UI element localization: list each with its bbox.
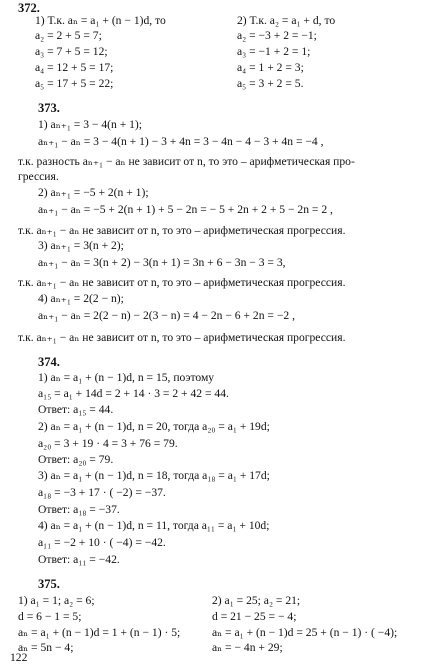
p373-line: 4) aₙ₊₁ = 2(2 − n);	[38, 292, 124, 305]
page-number: 122	[10, 651, 28, 664]
p374-line: a₁₁ = −2 + 10 · ( −4) = −42.	[38, 536, 166, 549]
p375-left-line: aₙ = a₁ + (n − 1)d = 1 + (n − 1) · 5;	[18, 626, 181, 639]
problem-375-number: 375.	[38, 577, 60, 591]
p374-line: 3) aₙ = a₁ + (n − 1)d, n = 18, тогда a₁₈ = a₁ + 17d;	[38, 469, 270, 482]
p374-answer: Ответ: a₁₅ = 44.	[38, 403, 114, 416]
p372-right-line: a₃ = −1 + 2 = 1;	[237, 45, 311, 58]
p375-right-line: d = 21 − 25 = − 4;	[212, 610, 297, 623]
p372-right-line: a₂ = −3 + 2 = −1;	[237, 29, 317, 42]
p374-answer: Ответ: a₁₁ = −42.	[38, 553, 120, 566]
problem-373-number: 373.	[38, 101, 60, 115]
p373-line: 1) aₙ₊₁ = 3 − 4(n + 1);	[38, 118, 143, 131]
p372-left-line: 1) Т.к. aₙ = a₁ + (n − 1)d, то	[35, 14, 166, 27]
p375-left-line: aₙ = 5n − 4;	[18, 641, 74, 654]
p372-right-line: 2) Т.к. a₂ = a₁ + d, то	[237, 14, 336, 27]
p375-right-line: aₙ = a₁ + (n − 1)d = 25 + (n − 1) · ( −4);	[212, 626, 398, 639]
p373-line: т.к. aₙ₊₁ − aₙ не зависит от n, то это – арифметическая прогрессия.	[18, 224, 346, 237]
p373-line: грессия.	[18, 170, 59, 183]
p374-line: a₁₅ = a₁ + 14d = 2 + 14 · 3 = 2 + 42 = 44.	[38, 387, 229, 400]
p375-left-line: d = 6 − 1 = 5;	[18, 610, 82, 623]
problem-372-number: 372.	[18, 1, 40, 15]
p375-left-line: 1) a₁ = 1; a₂ = 6;	[18, 594, 95, 607]
p374-line: 2) aₙ = a₁ + (n − 1)d, n = 20, тогда a₂₀ = a₁ + 19d;	[38, 420, 270, 433]
p374-line: 1) aₙ = a₁ + (n − 1)d, n = 15, поэтому	[38, 371, 215, 384]
p374-answer: Ответ: a₂₀ = 79.	[38, 453, 114, 466]
p373-line: aₙ₊₁ − aₙ = 3(n + 2) − 3(n + 1) = 3n + 6 − 3n − 3 = 3,	[38, 256, 286, 269]
p372-right-line: a₅ = 3 + 2 = 5.	[237, 77, 304, 90]
p373-line: aₙ₊₁ − aₙ = −5 + 2(n + 1) + 5 − 2n = − 5 + 2n + 2 + 5 − 2n = 2 ,	[38, 203, 333, 216]
p373-line: т.к. aₙ₊₁ − aₙ не зависит от n, то это – арифметическая прогрессия.	[18, 276, 346, 289]
p374-line: 4) aₙ = a₁ + (n − 1)d, n = 11, тогда a₁₁ = a₁ + 10d;	[38, 519, 270, 532]
p373-line: 2) aₙ₊₁ = −5 + 2(n + 1);	[38, 186, 149, 199]
p373-line: aₙ₊₁ − aₙ = 2(2 − n) − 2(3 − n) = 4 − 2n − 6 + 2n = −2 ,	[38, 309, 295, 322]
p373-line: т.к. aₙ₊₁ − aₙ не зависит от n, то это – арифметическая прогрессия.	[18, 331, 346, 344]
p374-line: a₂₀ = 3 + 19 · 4 = 3 + 76 = 79.	[38, 437, 178, 450]
p375-right-line: aₙ = − 4n + 29;	[212, 641, 283, 654]
p372-left-line: a₄ = 12 + 5 = 17;	[35, 61, 114, 74]
p373-line: т.к. разность aₙ₊₁ − aₙ не зависит от n, то это – арифметическая про-	[18, 155, 355, 168]
p374-answer: Ответ: a₁₈ = −37.	[38, 503, 120, 516]
p374-line: a₁₈ = −3 + 17 · ( −2) = −37.	[38, 486, 166, 499]
p373-line: aₙ₊₁ − aₙ = 3 − 4(n + 1) − 3 + 4n = 3 − 4n − 4 − 3 + 4n = −4 ,	[38, 135, 324, 148]
p375-right-line: 2) a₁ = 25; a₂ = 21;	[212, 594, 301, 607]
p373-line: 3) aₙ₊₁ = 3(n + 2);	[38, 239, 124, 252]
p372-left-line: a₂ = 2 + 5 = 7;	[35, 29, 102, 42]
p372-right-line: a₄ = 1 + 2 = 3;	[237, 61, 304, 74]
p372-left-line: a₅ = 17 + 5 = 22;	[35, 77, 114, 90]
problem-374-number: 374.	[38, 355, 60, 369]
p372-left-line: a₃ = 7 + 5 = 12;	[35, 45, 108, 58]
